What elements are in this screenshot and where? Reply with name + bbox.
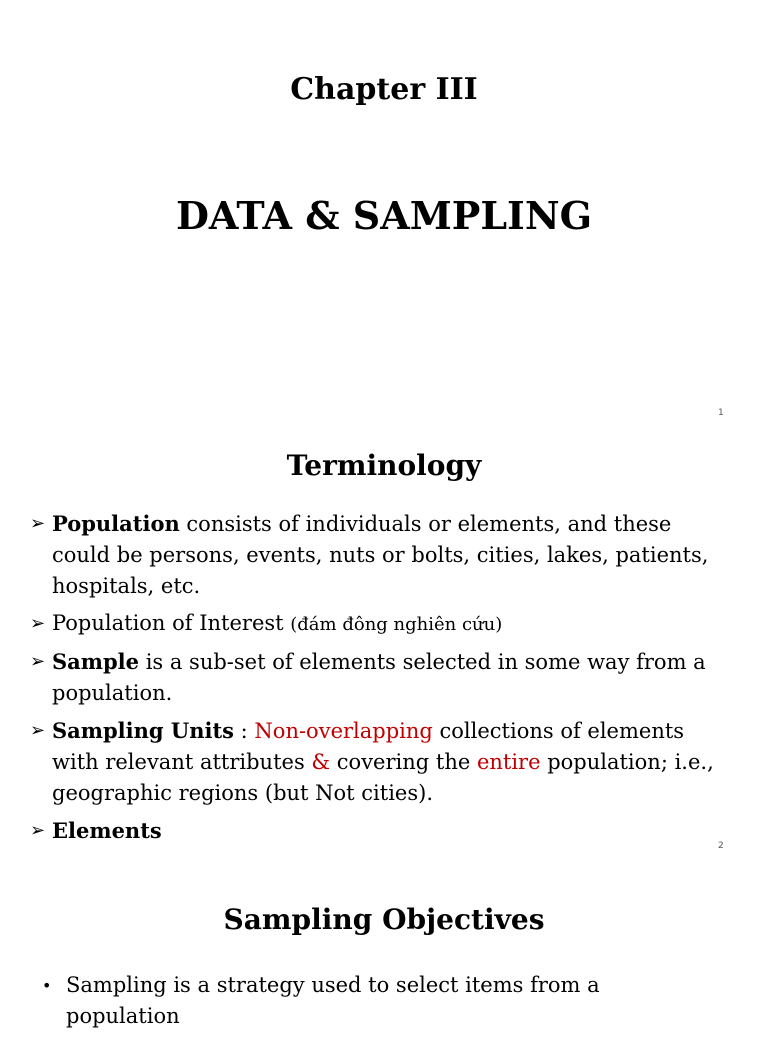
page-number: 2 [718,841,724,851]
arrow-bullet-icon: ➢ [30,820,46,841]
term-elements: Elements [52,818,162,843]
list-item-population-of-interest [30,608,730,640]
vietnamese-note: (đám đông nghiên cứu) [290,614,503,635]
units-text-3: population; i.e., geographic regions (but Not cities). [52,750,714,805]
highlight-ampersand: & [311,750,331,774]
page-number: 1 [718,408,724,418]
slide-3 [0,855,768,1028]
arrow-bullet-icon: ➢ [30,720,46,741]
separator: : [233,719,255,743]
terminology-list [30,508,730,853]
slide-1 [0,0,768,425]
term-population: Population [52,511,180,536]
units-text-2: covering the [330,750,477,774]
population-definition: consists of individuals or elements, and these could be persons, events, nuts or bolts, cities, lakes, patients, hospitals, etc. [52,512,709,598]
arrow-bullet-icon: ➢ [30,513,46,534]
list-item-elements [30,815,730,847]
chapter-title: Chapter III [290,72,478,107]
term-sample: Sample [52,649,140,674]
objectives-list [42,970,662,1038]
highlight-non-overlapping: Non-overlapping [254,719,433,743]
highlight-entire: entire [476,750,541,774]
section-heading: Sampling Objectives [223,903,545,936]
slide-title: DATA & SAMPLING [175,193,593,238]
objective-text: Sampling is a strategy used to select items from a population [66,973,600,1028]
term-sampling-units: Sampling Units [52,718,234,743]
bullet-dot-icon: • [42,976,52,995]
arrow-bullet-icon: ➢ [30,613,46,634]
section-heading: Terminology [286,449,482,482]
population-of-interest: Population of Interest [52,611,291,635]
units-text-1: collections of elements with relevant attributes [52,719,685,774]
sample-definition: is a sub-set of elements selected in some way from a population. [52,650,706,705]
list-item [42,970,662,1032]
arrow-bullet-icon: ➢ [30,651,46,672]
list-item-population [30,508,730,602]
list-item-sample [30,646,730,709]
list-item-sampling-units [30,715,730,809]
slide-2 [0,425,768,855]
